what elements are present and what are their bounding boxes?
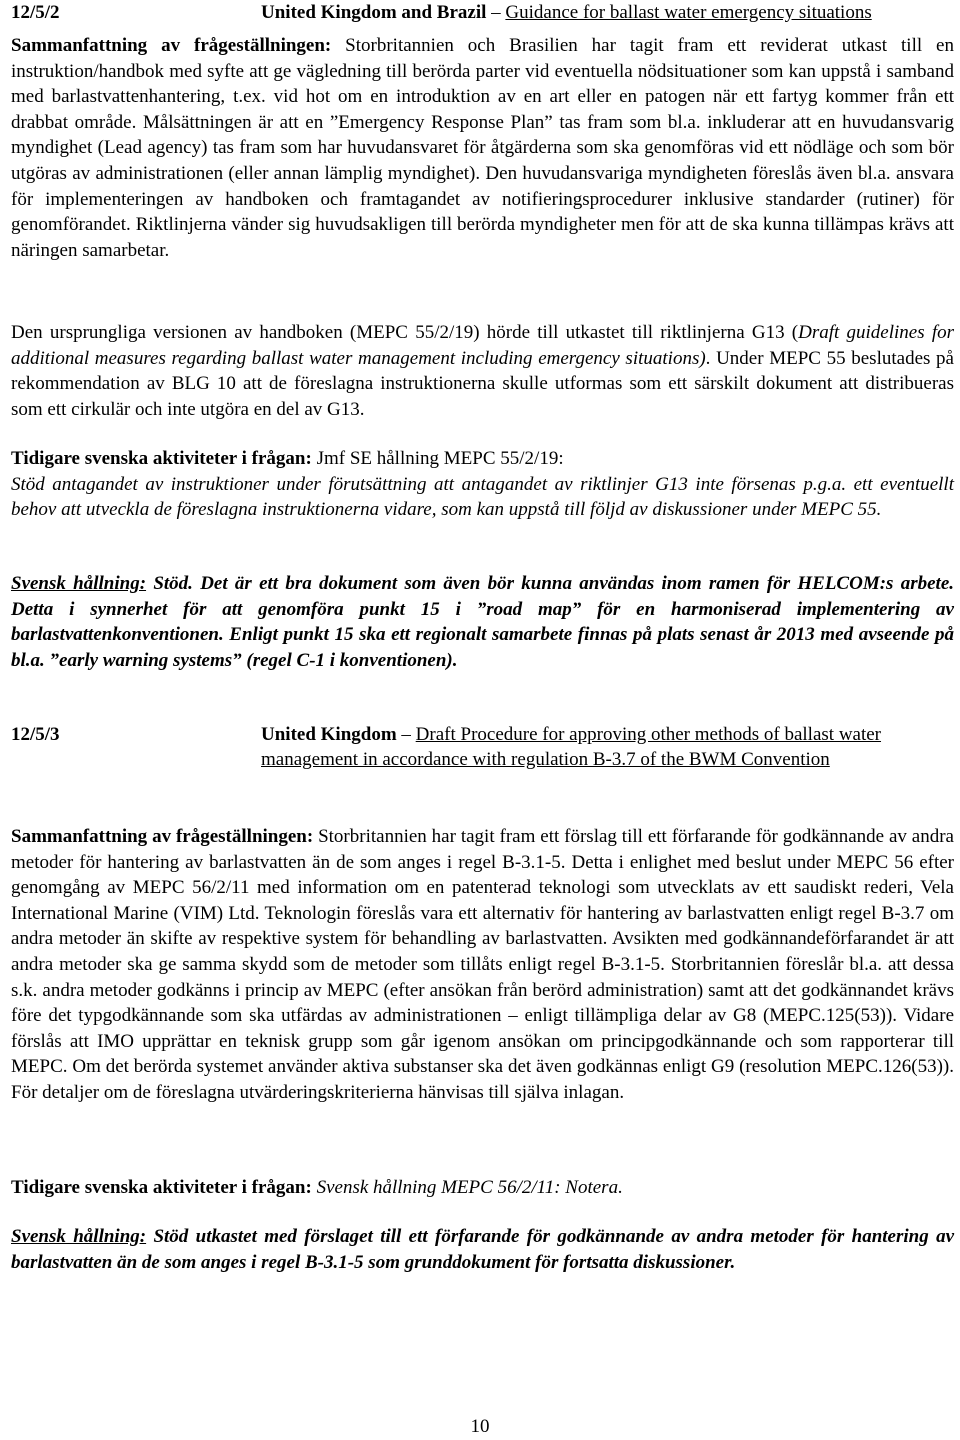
separator: –	[396, 724, 416, 745]
document-topic: Draft Procedure for approving other methods of ballast water management in accordance with regulation B-3.7 of the BWM Convention	[261, 724, 882, 770]
item-number: 12/5/2	[11, 2, 60, 23]
document-topic: Guidance for ballast water emergency situations	[505, 2, 872, 23]
history-paragraph	[11, 320, 954, 422]
prior-italic: Stöd antagandet av instruktioner under förutsättning att antagandet av riktlinjer G13 inte försenas p.g.a. ett eventuellt behov att utveckla de föreslagna instruktionerna vidare, som kan uppstå till följd av diskussioner under MEPC 55.	[11, 473, 954, 521]
position-text: Stöd utkastet med förslaget till ett förfarande för godkännande av andra metoder för hantering av barlastvatten än de som anges i regel B-3.1-5 som grunddokument för fortsatta diskussioner.	[11, 1226, 954, 1273]
prior-activities-paragraph	[11, 1175, 954, 1201]
item-number: 12/5/3	[11, 724, 60, 745]
summary-text: Storbritannien och Brasilien har tagit fram ett reviderat utkast till en instruktion/handbok med syfte att ge vägledning till berörda parter vid eventuella nödsituationer som kan uppstå i samband med barlastvattenhantering, t.ex. vid hot om en introduktion av en art eller en patogen när ett fartyg kommer från ett drabbat område. Målsättningen är att en ”Emergency Response Plan” tas fram som bl.a. inkluderar att en huvudansvarig myndighet (Lead agency) tas fram som har huvudansvaret för åtgärderna som ska genomföras vid ett nödläge och som bör utgöras av administrationen (eller annan lämplig myndighet). Den huvudansvariga myndigheten föreslås även bl.a. ansvara för implementeringen av handboken och framtagandet av notifieringsprocedurer inklusive standarder (rutiner) för genomförandet. Riktlinjerna vänder sig huvudsakligen till berörda myndigheter men för att de ska kunna tillämpas krävs att näringen samarbetar.	[11, 35, 954, 261]
history-italic: Draft guidelines for additional measures regarding ballast water management including emergency situations)	[11, 322, 954, 369]
swedish-position-paragraph	[11, 1224, 954, 1275]
position-lead: Svensk hållning:	[11, 573, 147, 594]
item-title	[261, 0, 954, 25]
prior-activities-paragraph	[11, 446, 954, 523]
swedish-position-paragraph	[11, 571, 954, 673]
separator: –	[486, 2, 506, 23]
position-text: Stöd. Det är ett bra dokument som även bör kunna användas inom ramen för HELCOM:s arbete. Detta i synnerhet för att genomföra punkt 15 i ”road map” för en harmoniserad implementering av barlastvattenkonventionen. Enligt punkt 15 ska ett regionalt samarbete finnas på plats senast år 2013 med avseende på bl.a. ”early warning systems” (regel C-1 i konventionen).	[11, 573, 955, 671]
item-title	[261, 722, 914, 772]
page-number: 10	[470, 1416, 490, 1437]
summary-lead: Sammanfattning av frågeställningen:	[11, 826, 314, 847]
position-lead: Svensk hållning:	[11, 1226, 147, 1247]
summary-lead: Sammanfattning av frågeställningen:	[11, 35, 332, 56]
prior-text: Jmf SE hållning MEPC 55/2/19:	[311, 448, 564, 469]
prior-lead: Tidigare svenska aktiviteter i frågan:	[11, 448, 312, 469]
submitter: United Kingdom	[261, 724, 397, 745]
summary-paragraph	[11, 824, 954, 1106]
prior-lead: Tidigare svenska aktiviteter i frågan:	[11, 1177, 312, 1198]
submitter: United Kingdom and Brazil	[261, 2, 487, 23]
summary-text: Storbritannien har tagit fram ett förslag till ett förfarande för godkännande av andra metoder för hantering av barlastvatten än de som anges i regel B-3.1-5. Detta i enlighet med beslut under MEPC 56 efter genomgång av MEPC 56/2/11 med information om en patenterad teknologi som utvecklats av ett saudiskt rederi, Vela International Marine (VIM) Ltd. Teknologin föreslås vara ett alternativ för hantering av barlastvatten enligt regel B-3.7 om andra metoder än skifte av respektive system för behandling av barlastvatten. Avsikten med godkännandeförfarandet är att andra metoder ska ge samma skydd som de metoder som tillåts enligt regel B-3.1-5. Storbritannien föreslår bl.a. att dessa s.k. andra metoder godkänns i princip av MEPC (efter ansökan från berörd administration) samt att det godkännandet krävs före det typgodkännande som ska utfärdas av administrationen – enligt tillämpliga delar av G8 (MEPC.125(53)). Vidare förslås att IMO upprättar en teknisk grupp som går igenom ansökan om principgodkännande och som rapporterar till MEPC. Om det berörda systemet använder aktiva substanser ska det även godkännas enligt G9 (resolution MEPC.126(53)). För detaljer om de föreslagna utvärderingskriterierna hänvisas till själva inlagan.	[11, 826, 954, 1103]
history-text-a: Den ursprungliga versionen av handboken (MEPC 55/2/19) hörde till utkastet till riktlinjerna G13 (	[11, 322, 799, 343]
history-text-b: . Under MEPC 55 beslutades på rekommendation av BLG 10 att de föreslagna instruktionerna skulle utformas som ett särskilt dokument att distribueras som ett cirkulär och inte utgöra en del av G13.	[11, 347, 954, 420]
summary-paragraph	[11, 33, 954, 263]
prior-italic: Svensk hållning MEPC 56/2/11: Notera.	[311, 1177, 623, 1198]
